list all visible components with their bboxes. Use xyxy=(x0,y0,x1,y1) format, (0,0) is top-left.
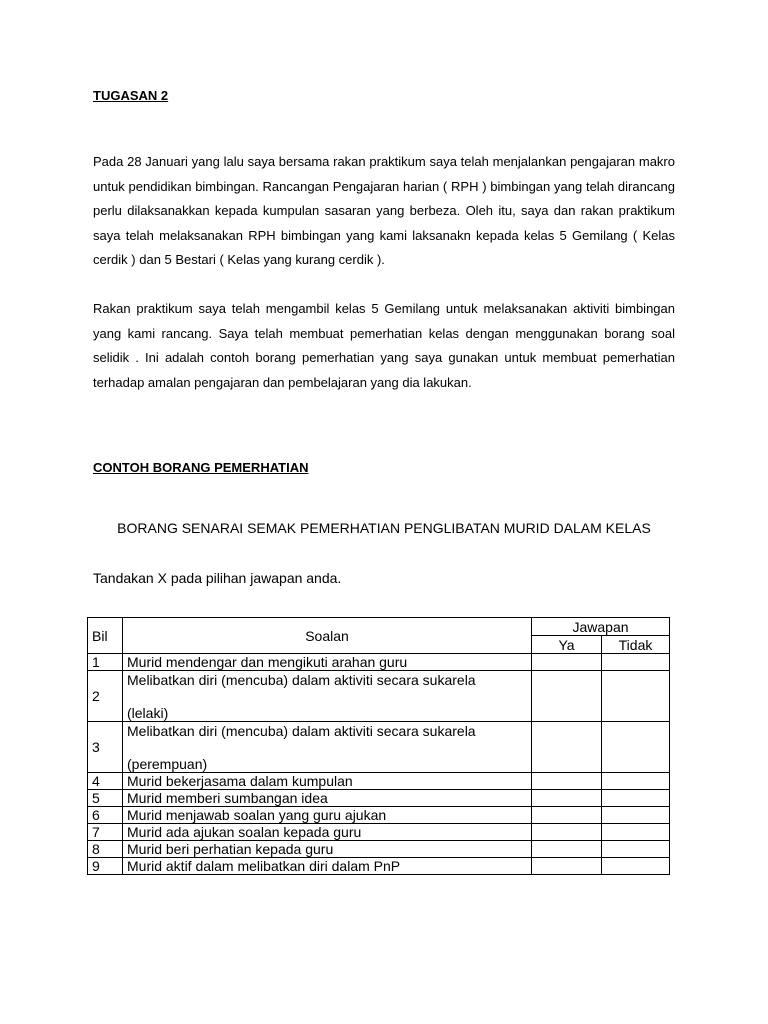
table-row xyxy=(88,671,670,722)
form-instruction: Tandakan X pada pilihan jawapan anda. xyxy=(93,570,342,586)
row-question: Murid aktif dalam melibatkan diri dalam PnP xyxy=(123,858,532,875)
header-jawapan: Jawapan xyxy=(532,618,670,636)
answer-cell-ya[interactable] xyxy=(532,773,602,790)
header-bil: Bil xyxy=(88,618,123,654)
header-tidak: Tidak xyxy=(602,636,670,654)
table-row xyxy=(88,654,670,671)
row-question: Murid bekerjasama dalam kumpulan xyxy=(123,773,532,790)
table-row xyxy=(88,858,670,875)
row-number: 2 xyxy=(88,671,123,722)
answer-cell-ya[interactable] xyxy=(532,671,602,722)
paragraph-observation: Rakan praktikum saya telah mengambil kelas 5 Gemilang untuk melaksanakan aktiviti bimbingan yang kami rancang. Saya telah membuat pemerhatian kelas dengan menggunakan borang soal selidik . Ini adalah contoh borang pemerhatian yang saya gunakan untuk membuat pemerhatian terhadap amalan pengajaran dan pembelajaran yang dia lakukan. xyxy=(93,301,675,390)
row-number: 5 xyxy=(88,790,123,807)
table-row xyxy=(88,773,670,790)
row-question xyxy=(123,671,532,722)
row-number: 6 xyxy=(88,807,123,824)
answer-cell-tidak[interactable] xyxy=(602,671,670,722)
row-question: Murid memberi sumbangan idea xyxy=(123,790,532,807)
table-row xyxy=(88,841,670,858)
row-number: 3 xyxy=(88,722,123,773)
paragraph-intro: Pada 28 Januari yang lalu saya bersama rakan praktikum saya telah menjalankan pengajaran makro untuk pendidikan bimbingan. Rancangan Pengajaran harian ( RPH ) bimbingan yang telah dirancang perlu dilaksanakkan kepada kumpulan sasaran yang berbeza. Oleh itu, saya dan rakan praktikum saya telah melaksanakan RPH bimbingan yang kami laksanakn kepada kelas 5 Gemilang ( Kelas cerdik ) dan 5 Bestari ( Kelas yang kurang cerdik ). xyxy=(93,154,675,267)
table-row xyxy=(88,722,670,773)
row-number: 8 xyxy=(88,841,123,858)
row-question xyxy=(123,722,532,773)
table-row xyxy=(88,790,670,807)
row-number: 1 xyxy=(88,654,123,671)
row-question-line2: (perempuan) xyxy=(127,755,208,772)
answer-cell-tidak[interactable] xyxy=(602,841,670,858)
answer-cell-ya[interactable] xyxy=(532,654,602,671)
header-ya: Ya xyxy=(532,636,602,654)
heading-tugasan: TUGASAN 2 xyxy=(93,88,169,103)
table-row xyxy=(88,824,670,841)
answer-cell-tidak[interactable] xyxy=(602,790,670,807)
answer-cell-tidak[interactable] xyxy=(602,722,670,773)
row-question: Murid menjawab soalan yang guru ajukan xyxy=(123,807,532,824)
header-soalan: Soalan xyxy=(123,618,532,654)
answer-cell-ya[interactable] xyxy=(532,722,602,773)
row-question-line1: Melibatkan diri (mencuba) dalam aktiviti secara sukarela xyxy=(127,722,476,739)
row-question: Murid mendengar dan mengikuti arahan guru xyxy=(123,654,532,671)
checklist-table xyxy=(87,617,670,875)
row-question-line1: Melibatkan diri (mencuba) dalam aktiviti secara sukarela xyxy=(127,671,476,688)
answer-cell-ya[interactable] xyxy=(532,841,602,858)
answer-cell-tidak[interactable] xyxy=(602,654,670,671)
form-title: BORANG SENARAI SEMAK PEMERHATIAN PENGLIBATAN MURID DALAM KELAS xyxy=(117,520,651,536)
answer-cell-tidak[interactable] xyxy=(602,807,670,824)
row-question-line2: (lelaki) xyxy=(127,704,169,721)
answer-cell-tidak[interactable] xyxy=(602,773,670,790)
answer-cell-ya[interactable] xyxy=(532,790,602,807)
table-row xyxy=(88,807,670,824)
row-question: Murid beri perhatian kepada guru xyxy=(123,841,532,858)
row-number: 9 xyxy=(88,858,123,875)
answer-cell-ya[interactable] xyxy=(532,858,602,875)
answer-cell-tidak[interactable] xyxy=(602,824,670,841)
row-number: 4 xyxy=(88,773,123,790)
answer-cell-tidak[interactable] xyxy=(602,858,670,875)
row-question: Murid ada ajukan soalan kepada guru xyxy=(123,824,532,841)
heading-contoh-borang: CONTOH BORANG PEMERHATIAN xyxy=(93,460,309,475)
answer-cell-ya[interactable] xyxy=(532,824,602,841)
row-number: 7 xyxy=(88,824,123,841)
answer-cell-ya[interactable] xyxy=(532,807,602,824)
